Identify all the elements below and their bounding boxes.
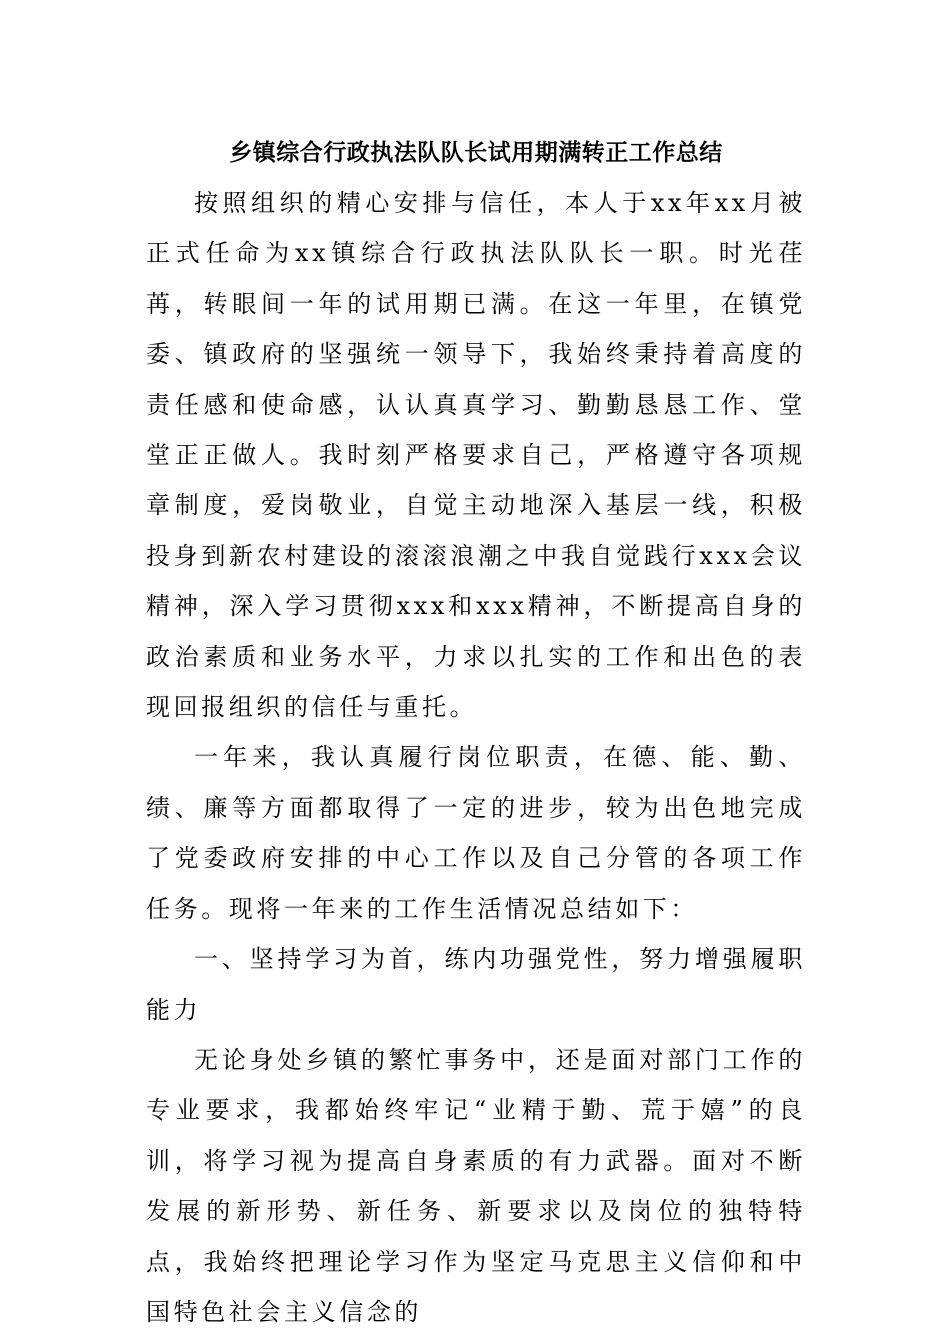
document-body [146, 178, 806, 1337]
document-title: 乡镇综合行政执法队队长试用期满转正工作总结 [229, 140, 723, 166]
paragraph-section-1: 无论身处乡镇的繁忙事务中，还是面对部门工作的专业要求，我都始终牢记“业精于勤、荒于嬉”的良训，将学习视为提高自身素质的有力武器。面对不断发展的新形势、新任务、新要求以及岗位的独特特点，我始终把理论学习作为坚定马克思主义信仰和中国特色社会主义信念的 [146, 1045, 806, 1326]
paragraph-overview: 一年来，我认真履行岗位职责，在德、能、勤、绩、廉等方面都取得了一定的进步，较为出色地完成了党委政府安排的中心工作以及自己分管的各项工作任务。现将一年来的工作生活情况总结如下： [146, 743, 806, 923]
paragraph-intro: 按照组织的精心安排与信任，本人于xx年xx月被正式任命为xx镇综合行政执法队队长一职。时光荏苒，转眼间一年的试用期已满。在这一年里，在镇党委、镇政府的坚强统一领导下，我始终秉持着高度的责任感和使命感，认认真真学习、勤勤恳恳工作、堂堂正正做人。我时刻严格要求自己，严格遵守各项规章制度，爱岗敬业，自觉主动地深入基层一线，积极投身到新农村建设的滚滚浪潮之中我自觉践行xxx会议精神，深入学习贯彻xxx和xxx精神，不断提高自身的政治素质和业务水平，力求以扎实的工作和出色的表现回报组织的信任与重托。 [146, 189, 806, 722]
section-heading-1: 一、坚持学习为首，练内功强党性，努力增强履职能力 [146, 945, 806, 1024]
